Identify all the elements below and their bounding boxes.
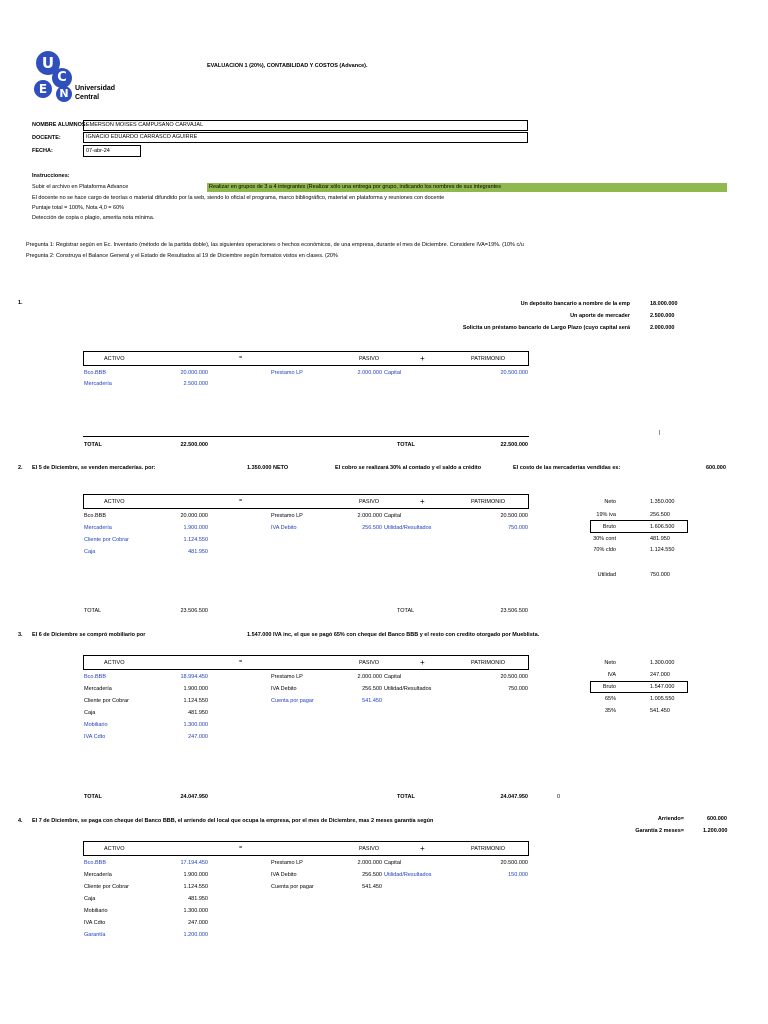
logo-circle-u: U <box>36 51 60 75</box>
calc-value: 247.000 <box>650 672 670 678</box>
info-value-teacher: IGNACIO EDUARDO CARRASCO AGUIRRE <box>83 132 528 143</box>
calc-value: 256.500 <box>650 512 670 518</box>
calc-value: 1.124.550 <box>650 547 675 553</box>
section-desc: El cobro se realizará 30% al contado y el saldo a crédito <box>335 465 482 471</box>
total-label: TOTAL <box>397 794 415 800</box>
asset-name: Mercadería <box>84 872 112 878</box>
equity-value: 20.500.000 <box>500 370 528 376</box>
page-title: EVALUACION 1 (20%), CONTABILIDAD Y COSTOS (Advance). <box>207 63 368 69</box>
logo-circle-c: C <box>52 68 72 88</box>
asset-value: 1.300.000 <box>183 908 208 914</box>
info-label-students: NOMBRE ALUMNOS: <box>32 122 88 128</box>
side-note-value: 1.200.000 <box>703 828 728 834</box>
equity-value: 20.500.000 <box>500 674 528 680</box>
asset-value: 18.994.450 <box>180 674 208 680</box>
asset-name: Garantía <box>84 932 106 938</box>
asset-name: Bco.BBB <box>84 370 107 376</box>
calc-label: 65% <box>604 696 616 702</box>
asset-name: Caja <box>84 710 96 716</box>
asset-value: 1.200.000 <box>183 932 208 938</box>
calc-value: 1.547.000 <box>650 684 675 690</box>
total-label: TOTAL <box>84 608 102 614</box>
asset-value: 1.900.000 <box>183 686 208 692</box>
header-eq: = <box>239 498 243 504</box>
calc-label: Bruto <box>602 524 616 530</box>
section-number: 3. <box>18 632 23 638</box>
total-label: TOTAL <box>84 794 102 800</box>
liability-name: IVA Debito <box>271 525 297 531</box>
equity-value: 750.000 <box>508 686 528 692</box>
liability-value: 2.000.000 <box>357 674 382 680</box>
side-note-label: Garantía 2 meses= <box>635 828 684 834</box>
header-activo: ACTIVO <box>104 660 125 666</box>
section-number: 4. <box>18 818 23 824</box>
liability-value: 256.500 <box>362 525 382 531</box>
info-value-students: EMERSON MOISES CAMPUSANO CARVAJAL <box>83 120 528 131</box>
side-note-label: Un depósito bancario a nombre de la emp <box>520 301 630 307</box>
header-plus: + <box>420 354 425 363</box>
ledger-header <box>83 841 529 856</box>
header-plus: + <box>420 497 425 506</box>
section-desc: 1.350.000 NETO <box>247 465 289 471</box>
instructions-heading: Instrucciones: <box>32 173 70 179</box>
ledger-header <box>83 351 529 366</box>
header-patrimonio: PATRIMONIO <box>471 499 506 505</box>
asset-name: IVA Cdto <box>84 734 106 740</box>
asset-name: Caja <box>84 896 96 902</box>
asset-value: 1.124.550 <box>183 698 208 704</box>
equity-name: Capital <box>384 513 402 519</box>
ledger-header <box>83 494 529 509</box>
section-desc: El costo de las mercaderías vendidas es: <box>513 465 621 471</box>
instruction-line: Detección de copia o plagio, amerita nota mínima. <box>32 215 155 221</box>
calc-value: 750.000 <box>650 572 670 578</box>
side-note-label: Solicita un préstamo bancario de Largo Plazo (cuyo capital será <box>462 325 630 331</box>
section-desc-value: 600.000 <box>706 465 726 471</box>
liability-name: Cuenta por pagar <box>271 698 314 704</box>
asset-name: Mercadería <box>84 686 112 692</box>
section-desc: El 5 de Diciembre, se venden mercaderías. por: <box>32 465 156 471</box>
liability-name: Cuenta por pagar <box>271 884 314 890</box>
header-plus: + <box>420 658 425 667</box>
equity-value: 20.500.000 <box>500 513 528 519</box>
asset-value: 2.500.000 <box>183 381 208 387</box>
calc-label: 19% iva <box>596 512 616 518</box>
total-assets: 23.506.500 <box>180 608 208 614</box>
header-patrimonio: PATRIMONIO <box>471 660 506 666</box>
header-eq: = <box>239 845 243 851</box>
asset-name: Mercadería <box>84 381 112 387</box>
ledger-divider <box>83 436 529 437</box>
liability-value: 256.500 <box>362 872 382 878</box>
asset-value: 1.124.550 <box>183 884 208 890</box>
calc-label: 30% cont <box>593 536 616 542</box>
info-label-teacher: DOCENTE: <box>32 135 61 141</box>
calc-label: Neto <box>604 660 616 666</box>
calc-label: Bruto <box>602 684 616 690</box>
logo-text-line1: Universidad <box>75 85 116 92</box>
liability-name: Prestamo LP <box>271 513 303 519</box>
header-patrimonio: PATRIMONIO <box>471 846 506 852</box>
asset-name: Caja <box>84 549 96 555</box>
liability-value: 2.000.000 <box>357 513 382 519</box>
asset-name: Bco.BBB <box>84 860 107 866</box>
equity-name: Capital <box>384 370 402 376</box>
logo-circle-n: N <box>56 86 72 102</box>
header-eq: = <box>239 659 243 665</box>
calc-label: Neto <box>604 499 616 505</box>
total-label: TOTAL <box>397 608 415 614</box>
asset-value: 1.124.550 <box>183 537 208 543</box>
instruction-line: El docente no se hace cargo de teorías o material difundido por la web, siendo lo oficial el programa, marco bibliográfico, material en plataforma y reuniones con docente <box>32 195 445 201</box>
total-le: 24.047.950 <box>500 794 528 800</box>
info-value-date: 07-abr-24 <box>83 145 141 157</box>
asset-value: 481.950 <box>188 710 208 716</box>
calc-value: 1.606.500 <box>650 524 675 530</box>
asset-value: 247.000 <box>188 920 208 926</box>
calc-value: 1.300.000 <box>650 660 675 666</box>
side-note-value: 600.000 <box>707 816 727 822</box>
instructions-highlight-text: Realizar en grupos de 3 a 4 integrantes (Realizar sólo una entrega por grupo, indicando los nombres de sus integrantes <box>209 184 501 190</box>
total-le: 22.500.000 <box>500 442 528 448</box>
liability-name: Prestamo LP <box>271 370 303 376</box>
section-desc: El 6 de Diciembre se compró mobiliario por <box>32 632 146 638</box>
asset-value: 481.950 <box>188 896 208 902</box>
equity-value: 150.000 <box>508 872 528 878</box>
section-number: 2. <box>18 465 23 471</box>
instruction-line: Subir el archivo en Plataforma Advance <box>32 184 129 190</box>
header-pasivo: PASIVO <box>359 499 380 505</box>
side-note-value: 2.500.000 <box>650 313 675 319</box>
asset-value: 17.194.450 <box>180 860 208 866</box>
calc-label: Utilidad <box>597 572 616 578</box>
equity-value: 750.000 <box>508 525 528 531</box>
total-assets: 24.047.950 <box>180 794 208 800</box>
liability-name: IVA Debito <box>271 872 297 878</box>
liability-value: 2.000.000 <box>357 860 382 866</box>
logo-text-line2: Central <box>75 94 100 101</box>
header-patrimonio: PATRIMONIO <box>471 356 506 362</box>
asset-name: Bco.BBB <box>84 674 107 680</box>
calc-label: IVA <box>607 672 616 678</box>
side-note-value: 18.000.000 <box>650 301 678 307</box>
asset-name: IVA Cdto <box>84 920 106 926</box>
liability-name: Prestamo LP <box>271 674 303 680</box>
info-label-date: FECHA: <box>32 148 53 154</box>
total-assets: 22.500.000 <box>180 442 208 448</box>
calc-label: 35% <box>604 708 616 714</box>
header-activo: ACTIVO <box>104 499 125 505</box>
liability-name: Prestamo LP <box>271 860 303 866</box>
section-desc: 1.547.000 IVA inc, el que se pagó 65% con cheque del Banco BBB y el resto con credito otorgado por Mueblista. <box>247 632 540 638</box>
calc-label: 70% cldo <box>593 547 616 553</box>
difference-value: 0 <box>557 794 561 800</box>
total-le: 23.506.500 <box>500 608 528 614</box>
side-note-value: 2.000.000 <box>650 325 675 331</box>
calc-value: 1.350.000 <box>650 499 675 505</box>
cursor-mark: | <box>659 430 661 436</box>
liability-value: 2.000.000 <box>357 370 382 376</box>
equity-name: Capital <box>384 674 402 680</box>
header-plus: + <box>420 844 425 853</box>
asset-name: Cliente por Cobrar <box>84 884 129 890</box>
header-pasivo: PASIVO <box>359 846 380 852</box>
calc-value: 541.450 <box>650 708 670 714</box>
asset-value: 1.300.000 <box>183 722 208 728</box>
side-note-label: Un aporte de mercader <box>570 313 630 319</box>
liability-value: 256.500 <box>362 686 382 692</box>
asset-name: Mercadería <box>84 525 112 531</box>
asset-name: Mobiliario <box>84 908 108 914</box>
section-number: 1. <box>18 300 23 306</box>
section-desc: El 7 de Diciembre, se paga con cheque del Banco BBB, el arriendo del local que ocupa la empresa, por el mes de Diciembre, mas 2 meses garantía según <box>32 818 434 824</box>
asset-name: Mobiliario <box>84 722 108 728</box>
asset-name: Bco.BBB <box>84 513 107 519</box>
asset-value: 247.000 <box>188 734 208 740</box>
liability-value: 541.450 <box>362 884 382 890</box>
header-pasivo: PASIVO <box>359 356 380 362</box>
logo-circle-e: E <box>34 80 52 98</box>
header-activo: ACTIVO <box>104 356 125 362</box>
question-2: Pregunta 2: Construya el Balance General y el Estado de Resultados al 19 de Diciembre según formatos vistos en clases. (20% <box>26 253 338 259</box>
question-1: Pregunta 1: Registrar según en Ec. Inventario (método de la partida doble), las siguientes operaciones o hechos económicos, de una empresa, durante el mes de Diciembre. Considere IVA=19%. (10% c/u <box>26 242 524 248</box>
asset-name: Cliente por Cobrar <box>84 698 129 704</box>
side-note-label: Arriendo= <box>657 816 684 822</box>
liability-name: IVA Debito <box>271 686 297 692</box>
calc-value: 481.950 <box>650 536 670 542</box>
header-eq: = <box>239 355 243 361</box>
equity-name: Utilidad/Resultados <box>384 686 432 692</box>
instruction-line: Puntaje total = 100%, Nota 4,0 = 60% <box>32 205 125 211</box>
equity-name: Utilidad/Resultados <box>384 872 432 878</box>
calc-value: 1.005.550 <box>650 696 675 702</box>
asset-value: 481.950 <box>188 549 208 555</box>
header-pasivo: PASIVO <box>359 660 380 666</box>
asset-value: 20.000.000 <box>180 513 208 519</box>
liability-value: 541.450 <box>362 698 382 704</box>
total-label: TOTAL <box>397 442 415 448</box>
asset-value: 20.000.000 <box>180 370 208 376</box>
total-label: TOTAL <box>84 442 102 448</box>
ledger-header <box>83 655 529 670</box>
asset-value: 1.900.000 <box>183 525 208 531</box>
equity-name: Capital <box>384 860 402 866</box>
header-activo: ACTIVO <box>104 846 125 852</box>
asset-value: 1.900.000 <box>183 872 208 878</box>
equity-value: 20.500.000 <box>500 860 528 866</box>
asset-name: Cliente por Cobrar <box>84 537 129 543</box>
equity-name: Utilidad/Resultados <box>384 525 432 531</box>
